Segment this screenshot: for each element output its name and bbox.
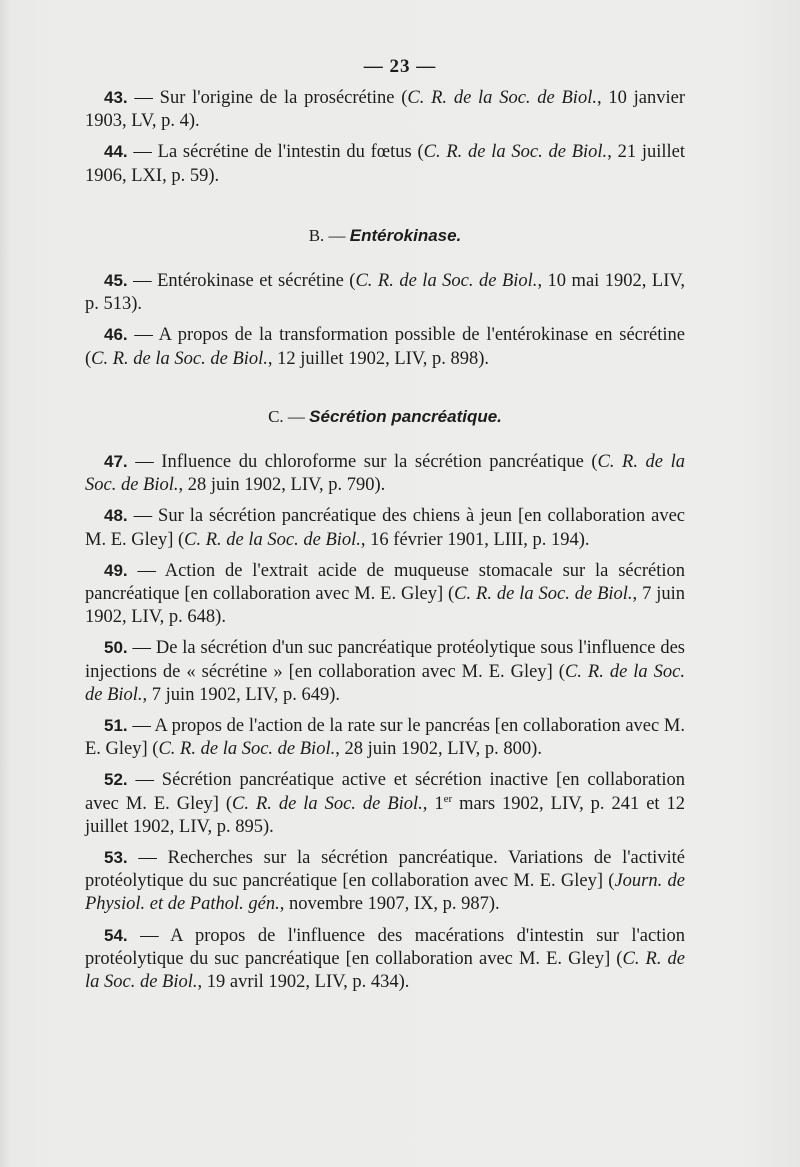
entry-text: — A propos de la transformation possible de l'entérokinase en sécrétine ( bbox=[85, 325, 685, 369]
entry-number: 44. bbox=[104, 142, 128, 162]
entry-number: 50. bbox=[104, 638, 128, 658]
entry-number: 53. bbox=[104, 848, 128, 868]
entry-reference: C. R. de la Soc. de Biol. bbox=[85, 452, 685, 496]
entry-reference: C. R. de la Soc. de Biol. bbox=[454, 584, 633, 605]
entry-54 bbox=[85, 924, 685, 995]
entry-tail: , 10 janvier 1903, LV, p. 4). bbox=[85, 88, 685, 132]
entry-text: — Sur la sécrétion pancréatique des chiens à jeun [en collaboration avec M. E. Gley] ( bbox=[85, 506, 685, 550]
entry-text: — De la sécrétion d'un suc pancréatique protéolytique sous l'influence des injections de « sécrétine » [en collaboration avec M. E. Gley] ( bbox=[85, 638, 685, 682]
entry-text: — Recherches sur la sécrétion pancréatique. Variations de l'activité protéolytique du suc pancréatique [en collaboration avec M. E. Gley] ( bbox=[85, 848, 685, 892]
entry-46 bbox=[85, 323, 685, 370]
entry-number: 49. bbox=[104, 560, 128, 580]
section-title: Sécrétion pancréatique. bbox=[309, 406, 502, 426]
entry-reference: C. R. de la Soc. de Biol. bbox=[232, 793, 423, 814]
entry-tail: , 7 juin 1902, LIV, p. 648). bbox=[85, 584, 685, 628]
entry-number: 52. bbox=[104, 770, 128, 790]
entry-43 bbox=[85, 86, 685, 133]
entry-tail: , 19 avril 1902, LIV, p. 434). bbox=[197, 972, 410, 993]
entry-number: 54. bbox=[104, 925, 128, 945]
entry-tail-pre: , 1 bbox=[422, 793, 444, 814]
entry-44 bbox=[85, 140, 685, 187]
entry-reference: Journ. de Physiol. et de Pathol. gén. bbox=[85, 871, 685, 915]
entry-text: — A propos de l'influence des macérations d'intestin sur l'action protéolytique du suc pancréatique [en collaboration avec M. E. Gley] ( bbox=[85, 925, 685, 969]
section-heading-b bbox=[85, 224, 685, 247]
entry-45 bbox=[85, 269, 685, 316]
entry-number: 51. bbox=[104, 716, 128, 736]
entry-number: 46. bbox=[104, 325, 128, 345]
entry-number: 47. bbox=[104, 452, 128, 472]
entry-reference: C. R. de la Soc. de Biol. bbox=[85, 948, 685, 993]
entry-reference: C. R. de la Soc. de Biol. bbox=[158, 739, 336, 760]
entry-tail: mars 1902, LIV, p. 241 et 12 juillet 1902, LIV, p. 895). bbox=[85, 793, 686, 837]
entry-text: — Action de l'extrait acide de muqueuse stomacale sur la sécrétion pancréatique [en collaboration avec M. E. Gley] ( bbox=[85, 560, 685, 605]
entry-52 bbox=[85, 768, 685, 839]
entry-tail: , 28 juin 1902, LIV, p. 800). bbox=[335, 739, 542, 760]
entry-reference: C. R. de la Soc. de Biol. bbox=[423, 142, 608, 163]
entry-text: — A propos de l'action de la rate sur le pancréas [en collaboration avec M. E. Gley] ( bbox=[85, 716, 685, 760]
section-title: Entérokinase. bbox=[349, 225, 462, 245]
entry-text: — La sécrétine de l'intestin du fœtus ( bbox=[127, 142, 424, 163]
entry-text: — Sur l'origine de la prosécrétine ( bbox=[127, 88, 408, 108]
entry-reference: C. R. de la Soc. de Biol. bbox=[85, 661, 686, 705]
section-letter: C. — bbox=[268, 406, 310, 426]
entry-number: 43. bbox=[104, 88, 128, 107]
entry-tail: , novembre 1907, IX, p. 987). bbox=[279, 894, 500, 915]
bibliography-content bbox=[85, 86, 685, 994]
entry-text: — Influence du chloroforme sur la sécrétion pancréatique ( bbox=[127, 452, 598, 473]
entry-number: 48. bbox=[104, 506, 128, 526]
entry-number: 45. bbox=[104, 271, 128, 291]
entry-47 bbox=[85, 450, 685, 497]
entry-48 bbox=[85, 504, 685, 551]
entry-51 bbox=[85, 714, 685, 761]
ordinal-superscript: er bbox=[443, 792, 453, 805]
entry-50 bbox=[85, 636, 685, 707]
entry-tail: , 28 juin 1902, LIV, p. 790). bbox=[178, 475, 386, 496]
entry-text: — Entérokinase et sécrétine ( bbox=[127, 271, 356, 292]
entry-text: — Sécrétion pancréatique active et sécrétion inactive [en collaboration avec M. E. Gley] ( bbox=[85, 770, 685, 814]
entry-reference: C. R. de la Soc. de Biol. bbox=[407, 88, 597, 108]
section-letter: B. — bbox=[308, 225, 350, 245]
page-number: — 23 — bbox=[363, 56, 437, 77]
entry-tail: , 7 juin 1902, LIV, p. 649). bbox=[142, 684, 341, 705]
entry-tail: , 21 juillet 1906, LXI, p. 59). bbox=[85, 142, 685, 186]
entry-reference: C. R. de la Soc. de Biol. bbox=[184, 529, 361, 550]
entry-reference: C. R. de la Soc. de Biol. bbox=[355, 271, 538, 292]
section-heading-c bbox=[85, 405, 685, 428]
entry-reference: C. R. de la Soc. de Biol. bbox=[91, 348, 268, 369]
entry-tail: , 12 juillet 1902, LIV, p. 898). bbox=[267, 348, 490, 369]
entry-tail: , 10 mai 1902, LIV, p. 513). bbox=[85, 271, 685, 315]
entry-tail: , 16 février 1901, LIII, p. 194). bbox=[360, 529, 590, 550]
entry-53 bbox=[85, 846, 685, 917]
entry-49 bbox=[85, 559, 685, 630]
